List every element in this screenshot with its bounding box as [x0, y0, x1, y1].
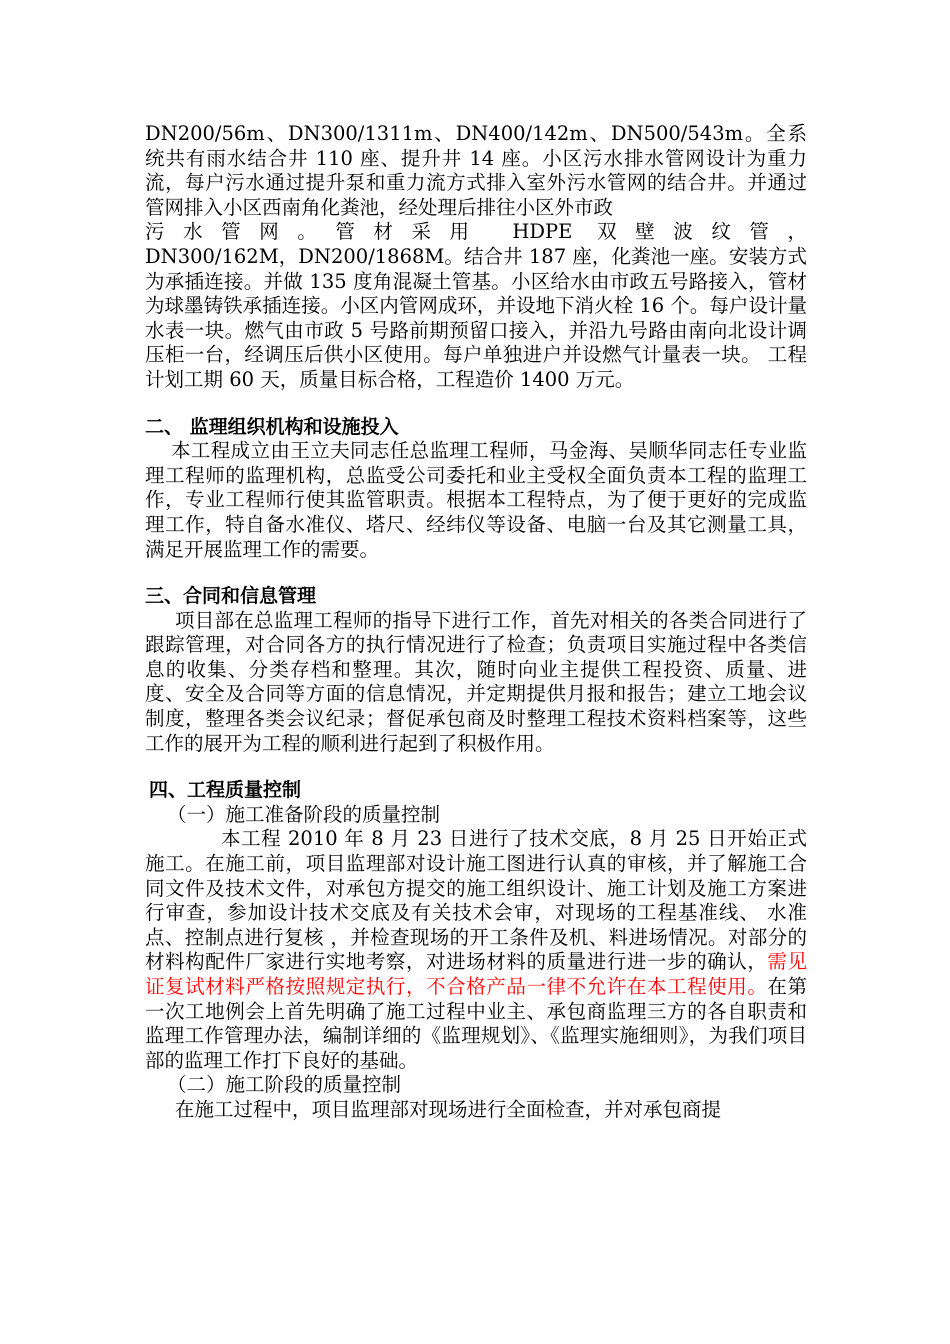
- section1-paragraph-a: DN200/56m、DN300/1311m、DN400/142m、DN500/543m。全系统共有雨水结合井 110 座、提升井 14 座。小区污水排水管网设计为重力流，每户污水通过提升泵和重力流方式排入室外污水管网的结合井。并通过管网排入小区西南角化粪池，经处理后排往小区外市政: [145, 122, 807, 219]
- section3-body: 项目部在总监理工程师的指导下进行工作，首先对相关的各类合同进行了跟踪管理，对合同各方的执行情况进行了检查；负责项目实施过程中各类信息的收集、分类存档和整理。其次，随时向业主提供工程投资、质量、进度、安全及合同等方面的信息情况，并定期提供月报和报告；建立工地会议制度，整理各类会议纪录；督促承包商及时整理工程技术资料档案等，这些工作的展开为工程的顺利进行起到了积极作用。: [145, 608, 807, 755]
- section3-heading: 三、合同和信息管理: [145, 585, 317, 608]
- section2-heading: 二、 监理组织机构和设施投入: [145, 415, 399, 438]
- section1-spread-line: 污水管网。管材采用 HDPE 双壁波纹管，: [145, 220, 807, 244]
- sub1-body-highlight: 需见证复试材料严格按照规定执行，不合格产品一律不允许在本工程使用。: [145, 950, 807, 998]
- sub1-body-text-b: 在第一次工地例会上首先明确了施工过程中业主、承包商监理三方的各自职责和监理工作管理办法，编制详细的《监理规划》、《监理实施细则》，为我们项目部的监理工作打下良好的基础。: [145, 975, 807, 1072]
- sub1-body-text-a: 本工程 2010 年 8 月 23 日进行了技术交底，8 月 25 日开始正式施工。在施工前，项目监理部对设计施工图进行认真的审核，并了解施工合同文件及技术文件，对承包方提交的施工组织设计、施工计划及施工方案进行审查，参加设计技术交底及有关技术会审，对现场的工程基准线、 水准点、控制点进行复核 ，并检查现场的开工条件及机、料进场情况。对部分的材料构配件厂家进行实地考察，对进场材料的质量进行进一步的确认，: [145, 827, 807, 974]
- section4-sub2-title: （二）施工阶段的质量控制: [167, 1073, 402, 1097]
- section4-sub1-body: [145, 827, 807, 1073]
- section2-body: 本工程成立由王立夫同志任总监理工程师，马金海、吴顺华同志任专业监理工程师的监理机构，总监受公司委托和业主受权全面负责本工程的监理工作，专业工程师行使其监管职责。根据本工程特点，为了便于更好的完成监理工作，特自备水准仪、塔尺、经纬仪等设备、电脑一台及其它测量工具，满足开展监理工作的需要。: [145, 439, 807, 561]
- section4-heading: 四、工程质量控制: [149, 779, 302, 802]
- document-page: [145, 122, 807, 1123]
- section1-paragraph-b: DN300/162M，DN200/1868M。结合井 187 座，化粪池一座。安装方式为承插连接。并做 135 度角混凝土管基。小区给水由市政五号路接入，管材为球墨铸铁承插连接。小区内管网成环，并设地下消火栓 16 个。每户设计量水表一块。燃气由市政 5 号路前期预留口接入，并沿九号路由南向北设计调压柜一台，经调压后供小区使用。每户单独进户并设燃气计量表一块。 工程计划工期 60 天，质量目标合格，工程造价 1400 万元。: [145, 244, 807, 391]
- section4-sub1-title: （一）施工准备阶段的质量控制: [167, 802, 441, 826]
- section4-sub2-body: 在施工过程中，项目监理部对现场进行全面检查，并对承包商提: [175, 1097, 722, 1121]
